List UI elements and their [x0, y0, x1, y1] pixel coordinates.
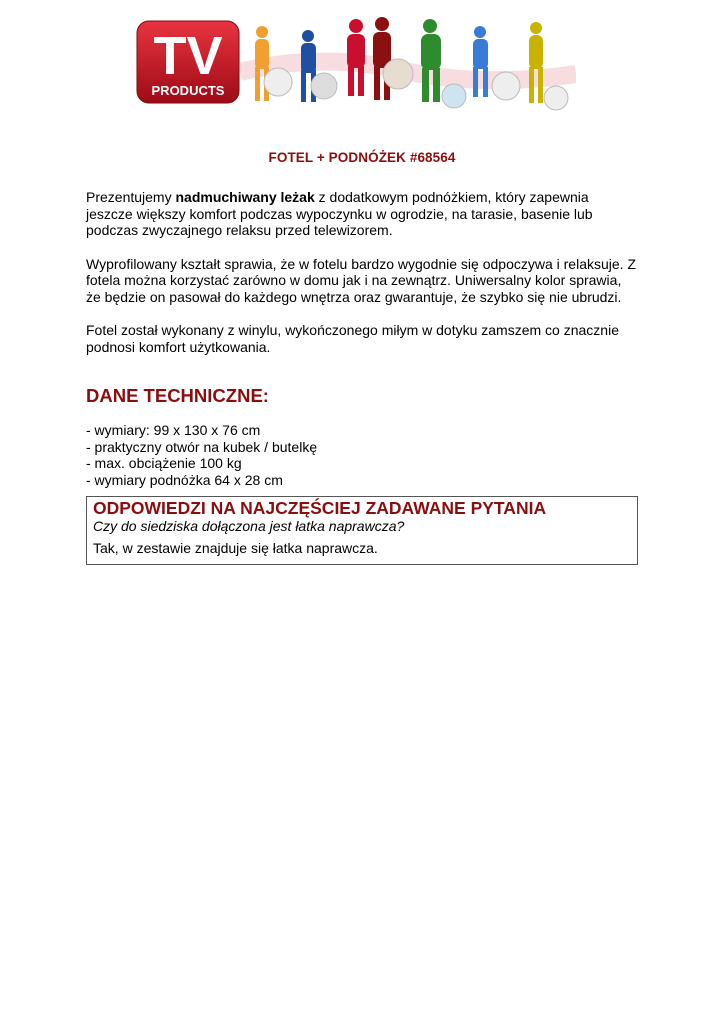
faq-question: Czy do siedziska dołączona jest łatka naprawcza? [93, 518, 405, 534]
faq-answer: Tak, w zestawie znajduje się łatka naprawcza. [93, 540, 378, 556]
spec-item: - wymiary podnóżka 64 x 28 cm [86, 471, 283, 488]
description-paragraph-2: Wyprofilowany kształt sprawia, że w fotelu bardzo wygodnie się odpoczywa i relaksuje. Z fotela można korzystać zarówno w domu jak i na zewnątrz. Uniwersalny kolor sprawia, że będzie on pasował do każdego wnętrza oraz gwarantuje, że szybko się nie ubrudzi. [86, 255, 637, 305]
logo-products-text: PRODUCTS [151, 83, 225, 98]
person-figure-green-icon [421, 19, 441, 102]
document-content [86, 150, 638, 565]
tv-products-logo [136, 20, 240, 104]
intro-text-bold: nadmuchiwany leżak [175, 189, 315, 205]
person-figure-yellow-icon [529, 22, 543, 103]
faq-heading: ODPOWIEDZI NA NAJCZĘŚCIEJ ZADAWANE PYTANIA [93, 498, 547, 518]
faq-box [86, 496, 638, 565]
banner-figures-illustration [240, 12, 576, 112]
spec-item: - max. obciążenie 100 kg [86, 455, 242, 471]
product-title: FOTEL + PODNÓŻEK #68564 [268, 150, 456, 165]
person-figure-red-icon [347, 19, 365, 96]
intro-text-after: z dodatkowym podnóżkiem, który zapewnia jeszcze większy komfort podczas wypoczynku w ogrodzie, na tarasie, basenie lub podczas zwyczajnego relaksu przed telewizorem. [86, 189, 593, 238]
logo-tv-text: TV [153, 26, 223, 86]
spec-item: - praktyczny otwór na kubek / butelkę [86, 438, 318, 455]
description-paragraph-3: Fotel został wykonany z winylu, wykończonego miłym w dotyku zamszem co znacznie podnosi komfort użytkowania. [86, 322, 619, 355]
intro-paragraph [86, 189, 638, 239]
specs-list [86, 422, 638, 488]
spec-item: - wymiary: 99 x 130 x 76 cm [86, 422, 261, 438]
header-banner [136, 12, 576, 112]
specs-heading: DANE TECHNICZNE: [86, 385, 269, 406]
intro-text-before: Prezentujemy [86, 189, 176, 205]
person-figure-darkred-icon [373, 17, 391, 100]
